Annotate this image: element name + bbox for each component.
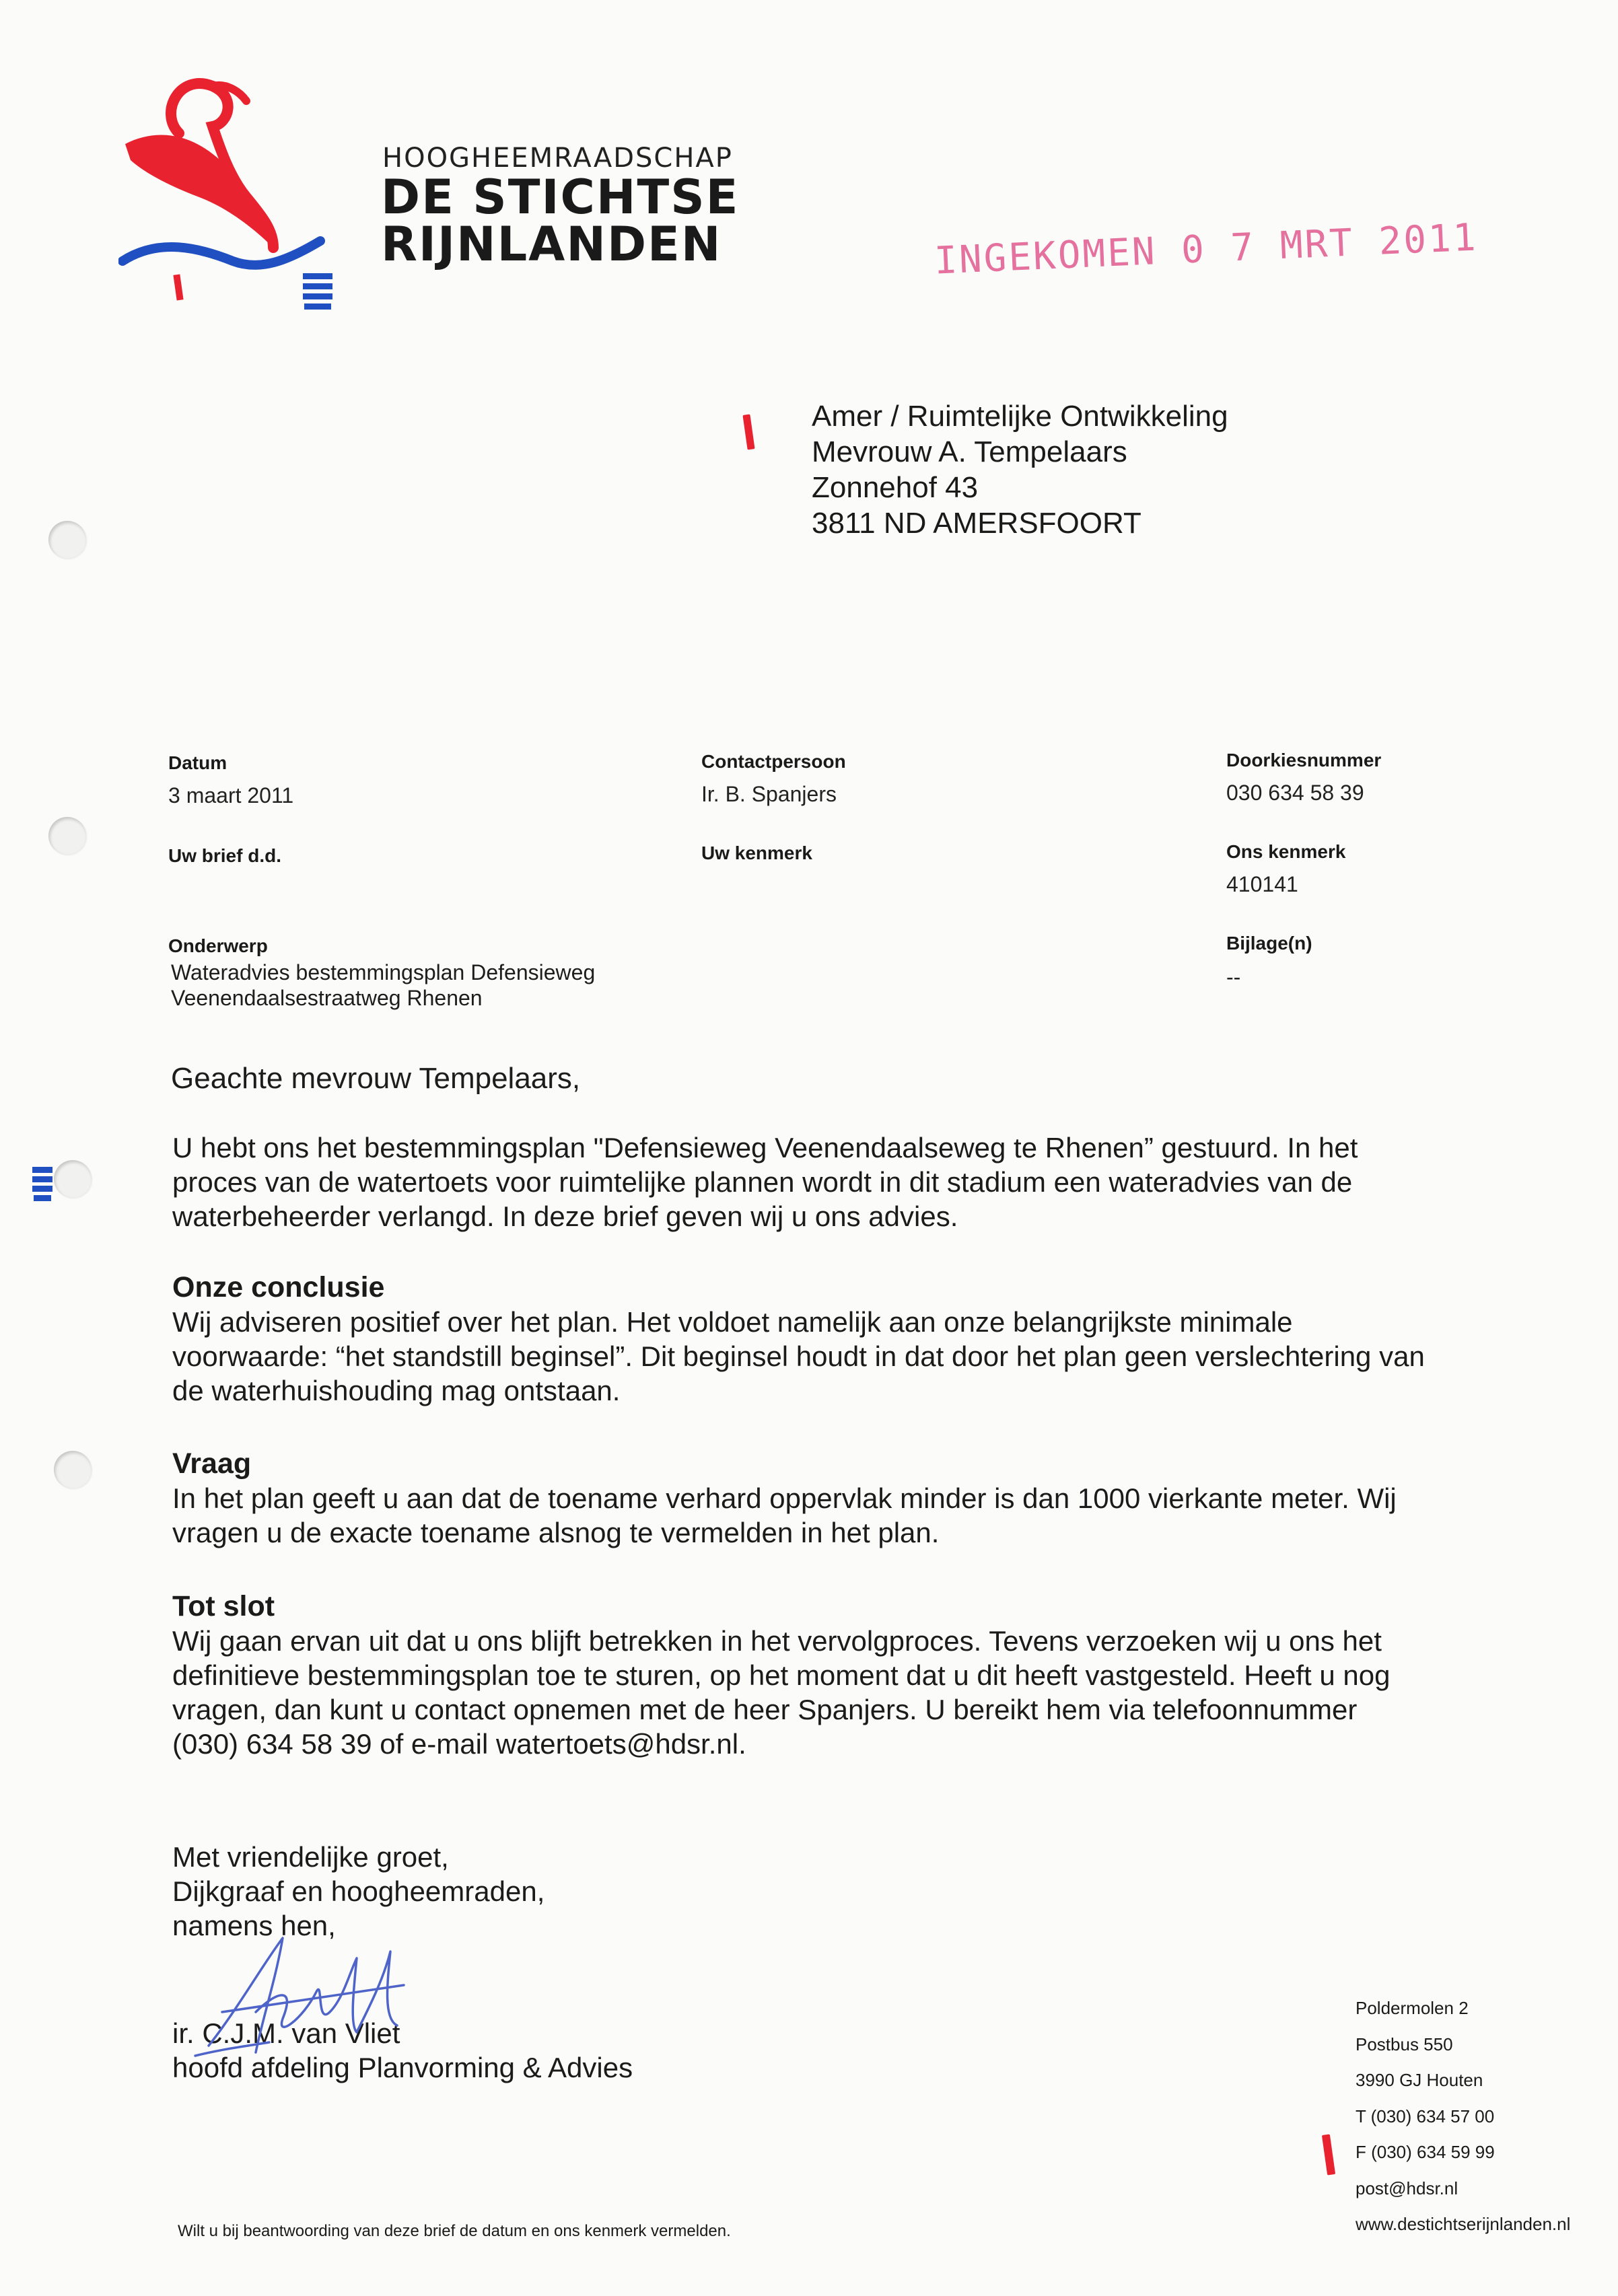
recipient-line: 3811 ND AMERSFOORT [812, 507, 1141, 540]
recipient-line: Zonnehof 43 [812, 471, 979, 504]
signer-title: hoofd afdeling Planvorming & Advies [172, 2052, 633, 2083]
question-heading: Vraag [172, 1447, 252, 1480]
phone-label: Doorkiesnummer [1226, 750, 1382, 770]
sender-website: www.destichtserijnlanden.nl [1356, 2214, 1571, 2234]
org-logo [118, 59, 361, 328]
sender-address-line: 3990 GJ Houten [1356, 2070, 1483, 2090]
signoff-line: Dijkgraaf en hoogheemraden, [172, 1875, 545, 1907]
body-line: Wij gaan ervan uit dat u ons blijft betrekken in het vervolgproces. Tevens verzoeken wij u ons het [172, 1625, 1382, 1657]
org-name-line2: DE STICHTSE [381, 170, 740, 225]
conclusion-section [172, 1270, 1559, 1408]
reply-note: Wilt u bij beantwoording van deze brief de datum en ons kenmerk vermelden. [178, 2222, 731, 2240]
body-line: waterbeheerder verlangd. In deze brief geven wij u ons advies. [172, 1200, 958, 1232]
body-line: vragen, dan kunt u contact opnemen met de heer Spanjers. U bereikt hem via telefoonnummer [172, 1694, 1358, 1725]
date-label: Datum [168, 752, 227, 773]
punch-hole [48, 817, 86, 855]
subject-value [171, 960, 595, 1011]
body-line: Wij adviseren positief over het plan. Het voldoet namelijk aan onze belangrijkste minimale [172, 1306, 1293, 1338]
attachments-label: Bijlage(n) [1226, 933, 1312, 954]
punch-hole [54, 1451, 92, 1488]
body-line: (030) 634 58 39 of e-mail watertoets@hdsr.nl. [172, 1728, 746, 1760]
logo-blue-bar-3 [303, 293, 332, 299]
attachments-value: -- [1226, 965, 1241, 989]
logo-blue-bar-2 [303, 283, 332, 289]
subject-line: Veenendaalsestraatweg Rhenen [171, 986, 483, 1010]
body-line: de waterhuishouding mag ontstaan. [172, 1375, 621, 1406]
recipient-line: Amer / Ruimtelijke Ontwikkeling [812, 400, 1228, 433]
logo-wing [125, 135, 273, 248]
closing-section [172, 1589, 1559, 1761]
our-reference-label: Ons kenmerk [1226, 841, 1346, 862]
logo-blue-bar-4 [304, 303, 331, 310]
sender-address-line: Poldermolen 2 [1356, 1998, 1469, 2018]
subject-label: Onderwerp [168, 935, 268, 956]
body-line: proces van de watertoets voor ruimtelijke plannen wordt in dit stadium een wateradvies van de [172, 1166, 1353, 1198]
body-line: vragen u de exacte toename alsnog te vermelden in het plan. [172, 1517, 940, 1548]
logo-water-wave [122, 241, 320, 265]
punch-hole [48, 521, 86, 559]
signer-name: ir. C.J.M. van Vliet [172, 2017, 400, 2049]
contact-label: Contactpersoon [701, 751, 846, 772]
body-line: voorwaarde: “het standstill beginsel”. Dit beginsel houdt in dat door het plan geen verslechtering van [172, 1340, 1425, 1372]
recipient-line: Mevrouw A. Tempelaars [812, 435, 1127, 468]
org-name-line1: HOOGHEEMRAADSCHAP [382, 143, 733, 174]
recipient-address [812, 398, 1228, 541]
sender-address-line: Postbus 550 [1356, 2034, 1453, 2054]
contact-value: Ir. B. Spanjers [701, 782, 837, 806]
red-mark-footer [1322, 2134, 1335, 2175]
signoff-line: namens hen, [172, 1910, 336, 1941]
body-line: In het plan geeft u aan dat de toename verhard oppervlak minder is dan 1000 vierkante meter. Wij [172, 1482, 1397, 1514]
org-name-line3: RIJNLANDEN [381, 217, 722, 272]
body-line: definitieve bestemmingsplan toe te sturen, op het moment dat u dit heeft vastgesteld. Heeft u nog [172, 1659, 1391, 1691]
body-line: U hebt ons het bestemmingsplan "Defensieweg Veenendaalseweg te Rhenen” gestuurd. In het [172, 1132, 1358, 1163]
logo-red-dash [173, 274, 183, 300]
received-stamp: INGEKOMEN 0 7 MRT 2011 [933, 215, 1479, 283]
signoff-line: Met vriendelijke groet, [172, 1841, 449, 1873]
intro-paragraph [172, 1131, 1559, 1233]
our-reference-value: 410141 [1226, 872, 1298, 896]
question-section [172, 1447, 1559, 1550]
greeting: Geachte mevrouw Tempelaars, [171, 1062, 581, 1095]
logo-blue-bar-1 [303, 273, 332, 279]
sender-phone: T (030) 634 57 00 [1356, 2106, 1495, 2126]
your-reference-label: Uw kenmerk [701, 842, 812, 863]
subject-line: Wateradvies bestemmingsplan Defensieweg [171, 960, 596, 984]
sender-email: post@hdsr.nl [1356, 2178, 1458, 2198]
sender-address-block [1356, 1990, 1570, 2243]
blue-fold-mark [30, 1164, 57, 1205]
sender-fax: F (030) 634 59 99 [1356, 2142, 1495, 2162]
conclusion-heading: Onze conclusie [172, 1271, 385, 1303]
closing-heading: Tot slot [172, 1590, 275, 1622]
date-value: 3 maart 2011 [168, 783, 294, 808]
your-letter-label: Uw brief d.d. [168, 845, 281, 866]
red-mark-recipient [742, 414, 754, 450]
phone-value: 030 634 58 39 [1226, 781, 1364, 805]
handwritten-signature [182, 1911, 464, 2073]
punch-hole [54, 1160, 92, 1198]
